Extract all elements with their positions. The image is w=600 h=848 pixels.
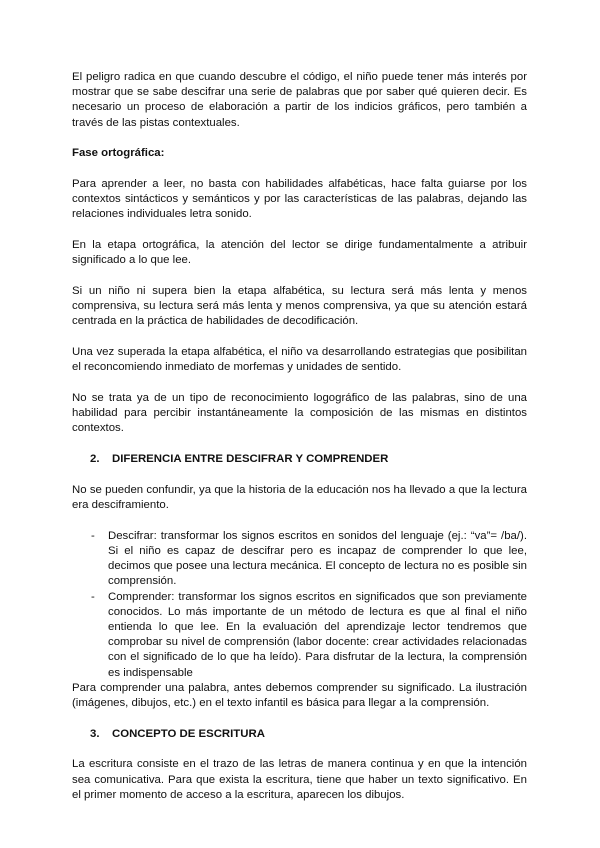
section-number: 2.	[90, 453, 100, 466]
section-title: DIFERENCIA ENTRE DESCIFRAR Y COMPRENDER	[112, 453, 389, 466]
dash-bullet: -	[91, 529, 95, 542]
list-item-descifrar	[72, 529, 527, 590]
definition-list	[72, 529, 527, 681]
list-item-text: Comprender: transformar los signos escritos en significados que son previamente conocidos. Lo más importante de un método de lectura es que al final el niño entienda lo que lee. En la evaluación del aprendizaje lector tendremos que comprobar su nivel de comprensión (labor docente: crear actividades relacionadas con el significado de lo que ha leído). Para disfrutar de la lectura, la comprensión es indispensable	[108, 590, 527, 679]
spacer	[72, 162, 527, 178]
spacer	[72, 742, 527, 758]
paragraph-aprender-a-leer: Para aprender a leer, no basta con habilidades alfabéticas, hace falta guiarse por los contextos sintácticos y semánticos y por las características de las palabras, dejando las relaciones individuales letra sonido.	[72, 178, 527, 221]
list-item-comprender	[72, 590, 527, 681]
paragraph-estrategias: Una vez superada la etapa alfabética, el niño va desarrollando estrategias que posibilitan el reconcomiendo inmediato de morfemas y unidades de sentido.	[72, 346, 527, 374]
paragraph-etapa-alfabetica: Si un niño ni supera bien la etapa alfabética, su lectura será más lenta y menos comprensiva, su lectura será más lenta y menos comprensiva, ya que su atención estará centrada en la práctica de habilidades de decodificación.	[72, 285, 527, 328]
list-item-text: Descifrar: transformar los signos escritos en sonidos del lenguaje (ej.: “va”= /ba/). Si el niño es capaz de descifrar pero es incapaz de comprender lo que lee, decimos que posee una lectura mecánica. El concepto de lectura no es posible sin comprensión.	[108, 529, 527, 588]
section-number: 3.	[90, 727, 100, 740]
subheading-fase-ortografica: Fase ortográfica:	[72, 147, 165, 160]
section-heading-2	[72, 452, 527, 467]
paragraph-reconocimiento: No se trata ya de un tipo de reconocimiento logográfico de las palabras, sino de una habilidad para percibir instantáneamente la composición de las mismas en distintos contextos.	[72, 392, 527, 435]
paragraph-etapa-ortografica: En la etapa ortográfica, la atención del lector se dirige fundamentalmente a atribuir significado a lo que lee.	[72, 239, 527, 267]
section-heading-3	[72, 727, 527, 742]
spacer	[72, 437, 527, 453]
paragraph-comprender-palabra: Para comprender una palabra, antes debemos comprender su significado. La ilustración (imágenes, dibujos, etc.) en el texto infantil es básica para llegar a la comprensión.	[72, 681, 527, 709]
spacer	[72, 467, 527, 483]
spacer	[72, 513, 527, 529]
page-content	[72, 70, 527, 803]
spacer	[72, 223, 527, 239]
spacer	[72, 711, 527, 727]
dash-bullet: -	[91, 590, 95, 603]
spacer	[72, 131, 527, 147]
section-title: CONCEPTO DE ESCRITURA	[112, 727, 265, 740]
paragraph-no-confundir: No se pueden confundir, ya que la historia de la educación nos ha llevado a que la lectura era desciframiento.	[72, 483, 527, 512]
spacer	[72, 330, 527, 346]
paragraph-peligro: El peligro radica en que cuando descubre el código, el niño puede tener más interés por mostrar que se sabe descifrar una serie de palabras que por saber qué quieren decir. Es necesario un proceso de elaboración a partir de los indicios gráficos, pero también a través de las pistas contextuales.	[72, 71, 527, 129]
spacer	[72, 269, 527, 285]
paragraph-escritura: La escritura consiste en el trazo de las letras de manera continua y en que la intención sea comunicativa. Para que exista la escritura, tiene que haber un texto significativo. En el primer momento de acceso a la escritura, aparecen los dibujos.	[72, 758, 527, 801]
spacer	[72, 376, 527, 392]
